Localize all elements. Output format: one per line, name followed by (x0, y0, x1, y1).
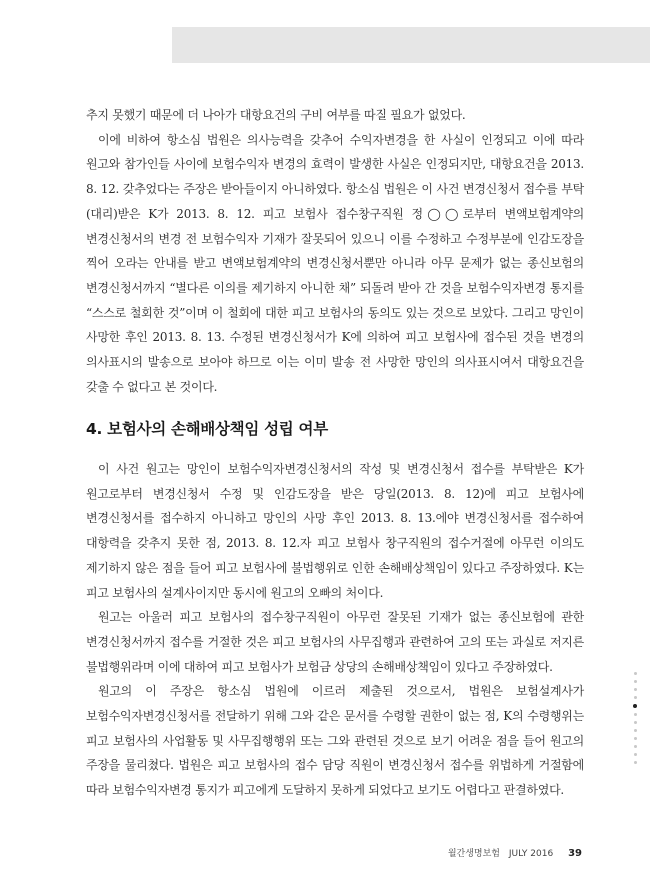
page-indicator-dot (634, 721, 637, 724)
page-indicator-dot (634, 688, 637, 691)
page-indicator-dot (634, 761, 637, 764)
page-indicator-dot (634, 737, 637, 740)
header-bar (172, 27, 650, 63)
section-heading: 4. 보험사의 손해배상책임 성립 여부 (86, 420, 328, 438)
paragraph: 이에 비하여 항소심 법원은 의사능력을 갖추어 수익자변경을 한 사실이 인정되고 이에 따라 원고와 참가인들 사이에 보험수익자 변경의 효력이 발생한 사실은 인정되지만, 대항요건을 2013. 8. 12. 갖추었다는 주장은 받아들이지 아니하였다. 항소심 법원은 이 사건 변경신청서 접수를 부탁(대리)받은 K가 2013. 8. 12. 피고 보험사 접수창구직원 정◯◯로부터 변액보험계약의 변경신청서의 변경 전 보험수익자 기재가 잘못되어 있으니 이를 수정하고 수정부분에 인감도장을 찍어 오라는 안내를 받고 변액보험계약의 변경신청서뿐만 아니라 아무 문제가 없는 종신보험의 변경신청서까지 “별다른 이의를 제기하지 아니한 채” 되돌려 받아 간 것을 보험수익자변경 통지를 “스스로 철회한 것”이며 이 철회에 대한 피고 보험사의 동의도 있는 것으로 보았다. 그리고 망인이 사망한 후인 2013. 8. 13. 수정된 변경신청서가 K에 의하여 피고 보험사에 접수된 것을 변경의 의사표시의 발송으로 보아야 하므로 이는 이미 발송 전 사망한 망인의 의사표시여서 대항요건을 갖출 수 없다고 본 것이다. (86, 132, 584, 394)
body-text-bottom (86, 457, 584, 803)
paragraph: 원고의 이 주장은 항소심 법원에 이르러 제출된 것으로서, 법원은 보험설계사가 보험수익자변경신청서를 전달하기 위해 그와 같은 문서를 수령할 권한이 없는 점, K의 수령행위는 피고 보험사의 사업활동 및 사무집행행위 또는 그와 관련된 것으로 보기 어려운 점을 들어 원고의 주장을 물리쳤다. 법원은 피고 보험사의 접수 담당 직원이 변경신청서 접수를 위법하게 거절함에 따라 보험수익자변경 통지가 피고에게 도달하지 못하게 되었다고 보기도 어렵다고 판결하였다. (86, 684, 584, 798)
page-number: 39 (568, 848, 582, 859)
body-text-top (86, 103, 584, 399)
page-indicator-dot (634, 672, 637, 675)
paragraph: 이 사건 원고는 망인이 보험수익자변경신청서의 작성 및 변경신청서 접수를 부탁받은 K가 원고로부터 변경신청서 수정 및 인감도장을 받은 당일(2013. 8. 12)에 피고 보험사에 변경신청서를 접수하지 아니하고 망인의 사망 후인 2013. 8. 13.에야 변경신청서를 접수하여 대항력을 갖추지 못한 점, 2013. 8. 12.자 피고 보험사 창구직원의 접수거절에 아무런 이의도 제기하지 않은 점을 들어 피고 보험사에 불법행위로 인한 손해배상책임이 있다고 주장하였다. K는 피고 보험사의 설계사이지만 동시에 원고의 오빠의 처이다. (86, 462, 584, 600)
page-footer (448, 846, 582, 859)
paragraph: 원고는 아울러 피고 보험사의 접수창구직원이 아무런 잘못된 기재가 없는 종신보험에 관한 변경신청서까지 접수를 거절한 것은 피고 보험사의 사무집행과 관련하여 고의 또는 과실로 저지른 불법행위라며 이에 대하여 피고 보험사가 보험금 상당의 손해배상책임이 있다고 주장하였다. (86, 610, 584, 674)
paragraph: 추지 못했기 때문에 더 나아가 대항요건의 구비 여부를 따질 필요가 없었다. (86, 108, 466, 122)
magazine-name: 월간생명보험 (447, 849, 500, 859)
page-indicator-dot (634, 696, 637, 699)
page-indicator-dot (634, 680, 637, 683)
page-indicator-dot (634, 745, 637, 748)
page-indicator-dots (632, 672, 638, 769)
page-indicator-dot (634, 713, 637, 716)
page-indicator-dot (634, 729, 637, 732)
page-indicator-dot (634, 753, 637, 756)
page-indicator-dot-active (633, 704, 637, 708)
issue-date: JULY 2016 (508, 849, 554, 859)
